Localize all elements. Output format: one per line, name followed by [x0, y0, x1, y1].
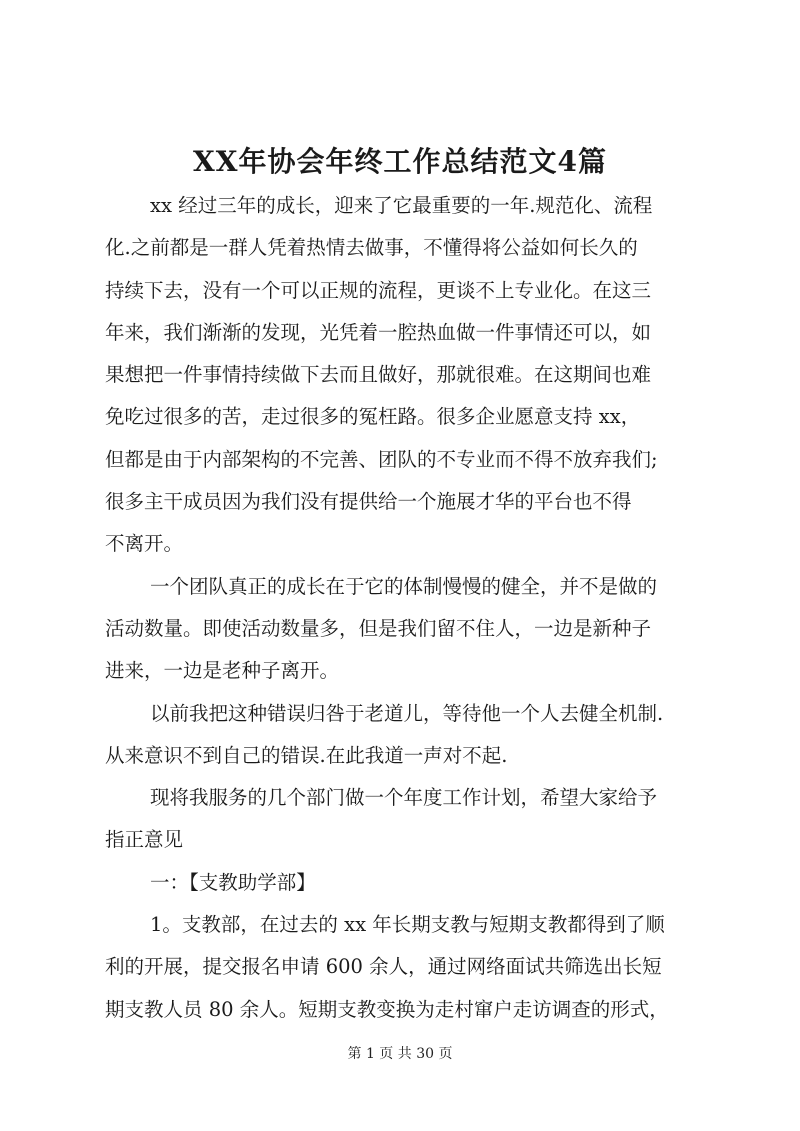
paragraph-line: 不离开。	[105, 532, 184, 556]
paragraph-line: 年来，我们渐渐的发现，光凭着一腔热血做一件事情还可以，如	[105, 320, 652, 344]
paragraph-line: 利的开展，提交报名申请 600 余人，通过网络面试共筛选出长短	[105, 955, 662, 979]
paragraph-line: 指正意见	[105, 828, 184, 852]
paragraph-line: 一个团队真正的成长在于它的体制慢慢的健全，并不是做的	[150, 574, 658, 598]
paragraph-line: 期支教人员 80 余人。短期支教变换为走村窜户走访调查的形式，	[105, 997, 669, 1021]
document-title: XX年协会年终工作总结范文4篇	[193, 145, 607, 178]
paragraph-line: 进来，一边是老种子离开。	[105, 659, 340, 683]
paragraph-line: 但都是由于内部架构的不完善、团队的不专业而不得不放弃我们;	[105, 447, 658, 471]
paragraph-line: 现将我服务的几个部门做一个年度工作计划，希望大家给予	[150, 786, 658, 810]
document-body	[105, 185, 705, 1031]
paragraph-line: xx 经过三年的成长，迎来了它最重要的一年.规范化、流程	[150, 194, 653, 217]
paragraph-line: 化.之前都是一群人凭着热情去做事，不懂得将公益如何长久的	[105, 236, 638, 260]
paragraph-line: 从来意识不到自己的错误.在此我道一声对不起.	[105, 743, 508, 767]
paragraph-line: 免吃过很多的苦，走过很多的冤枉路。很多企业愿意支持 xx，	[105, 405, 641, 429]
paragraph-line: 果想把一件事情持续做下去而且做好，那就很难。在这期间也难	[105, 363, 652, 387]
paragraph-line: 1。支教部，在过去的 xx 年长期支教与短期支教都得到了顺	[150, 913, 665, 937]
page-footer: 第 1 页 共 30 页	[347, 1046, 453, 1062]
paragraph-line: 活动数量。即使活动数量多，但是我们留不住人，一边是新种子	[105, 616, 652, 640]
paragraph-line: 持续下去，没有一个可以正规的流程，更谈不上专业化。在这三	[105, 278, 652, 302]
paragraph-line: 很多主干成员因为我们没有提供给一个施展才华的平台也不得	[105, 490, 632, 514]
section-heading: 一：【支教助学部】	[150, 870, 316, 894]
paragraph-line: 以前我把这种错误归咎于老道儿，等待他一个人去健全机制.	[150, 701, 664, 725]
